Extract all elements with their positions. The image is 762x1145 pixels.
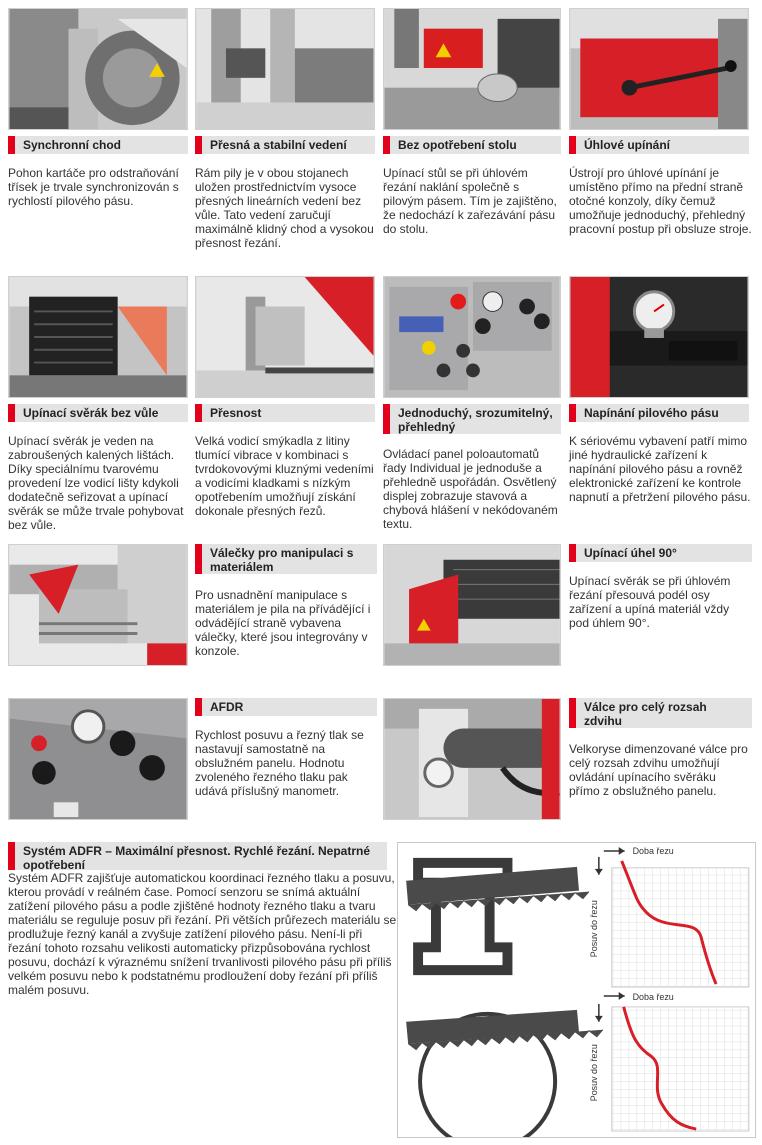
photo-90-angle <box>383 544 561 666</box>
x-axis-label-bottom: Doba řezu <box>632 991 674 1002</box>
feature-text-precision: Velká vodicí smýkadla z litiny tlumící vibrace v kombinaci s tvrdokovovými kluznými vedeními a vodicími kladkami s nízkým opotřebením umožňují získání dokonale přesných řezů. <box>195 434 374 518</box>
photo-band-tension <box>569 276 749 398</box>
feature-title-table-wear: Bez opotřebení stolu <box>383 136 561 154</box>
feature-text-simple-panel: Ovládací panel poloautomatů řady Individual je jednoduše a přehledně uspořádán. Osvětlený displej zobrazuje stavová a chybová hlášení v nekódovaném textu. <box>383 447 558 531</box>
photo-vise <box>8 276 188 398</box>
feature-text-angle-clamping: Ústrojí pro úhlové upínání je umístěno přímo na přední straně otočné konzoly, díky čemuž umožňuje jednoduchý, přehledný pracovní postup při obsluze stroje. <box>569 166 752 236</box>
feature-title-90-angle: Upínací úhel 90° <box>569 544 752 562</box>
saw-blade-bottom <box>406 1010 603 1050</box>
adfr-diagram-svg <box>398 843 755 1137</box>
feature-text-table-wear: Upínací stůl se při úhlovém řezání naklání společně s pilovým pásem. Tím je zajištěno, že nedochází k zařezávání pásu do stolu. <box>383 166 557 236</box>
feature-title-rollers: Válečky pro manipulaci s materiálem <box>195 544 377 574</box>
photo-afdr-panel <box>8 698 188 820</box>
photo-linear-guides <box>195 8 375 130</box>
feature-title-precise-guides: Přesná a stabilní vedení <box>195 136 375 154</box>
photo-angle-clamping <box>569 8 749 130</box>
feature-text-synchronous-drive: Pohon kartáče pro odstraňování třísek je trvale synchronizován s rychlostí pilového pásu. <box>8 166 179 208</box>
feature-text-precise-guides: Rám pily je v obou stojanech uložen prostřednictvím vysoce přesných lineárních vedení bez vůle. Tato vedení zaručují maximálně klidný chod a vysokou přesnost řezání. <box>195 166 374 250</box>
feature-title-afdr: AFDR <box>195 698 377 716</box>
photo-table <box>383 8 561 130</box>
adfr-description: Systém ADFR zajišťuje automatickou koordinaci řezného tlaku a posuvu, kterou provádí v reálném čase. Pomocí senzoru se snímá aktuální zatížení pilového pásu a podle zjištěné hodnoty řezného tlaku a tvaru materiálu se reguluje posuv při řezání. Při větších průřezech materiálu se prodlužuje řezný kanál a zvyšuje zatížení pilového pásu. Není-li při řezání tohoto rozsahu velikosti automaticky přizpůsobována rychlost posuvu, dochází k výraznému snížení trvanlivosti pilového pásu při příliš velkém posuvu nebo k podstatnému prodloužení doby řezání při příliš malém posuvu. <box>8 871 397 997</box>
y-axis-label-bottom: Posuv do řezu <box>588 1044 599 1102</box>
saw-blade-top <box>406 867 589 911</box>
feature-text-afdr: Rychlost posuvu a řezný tlak se nastavují samostatně na obslužném panelu. Hodnotu zvoleného řezného tlaku pak udává příslušný manometr. <box>195 728 364 798</box>
feature-text-cylinders: Velkoryse dimenzované válce pro celý rozsah zdvihu umožňují ovládání upínacího svěráku přímo z obslužného panelu. <box>569 742 748 798</box>
adfr-diagram <box>397 842 756 1138</box>
feature-text-90-angle: Upínací svěrák se při úhlovém řezání přesouvá podél osy zařízení a upíná materiál vždy pod úhlem 90°. <box>569 574 731 630</box>
photo-rollers <box>8 544 188 666</box>
feature-title-band-tension: Napínání pilového pásu <box>569 404 749 422</box>
feature-text-band-tension: K sériovému vybavení patří mimo jiné hydraulické zařízení k napínání pilového pásu a rovněž elektronické zařízení ke kontrole napnutí a přetržení pilového pásu. <box>569 434 751 504</box>
feature-text-vise: Upínací svěrák je veden na zabroušených kalených lištách. Díky speciálnímu tvarovému provedení lze vodicí lišty kdykoli dodatečně seřizovat a upínací svěrák se může trvale pohybovat bez vůle. <box>8 434 184 532</box>
y-axis-label-top: Posuv do řezu <box>588 900 599 958</box>
photo-control-panel <box>383 276 561 398</box>
feature-title-angle-clamping: Úhlové upínání <box>569 136 749 154</box>
feature-title-cylinders: Válce pro celý rozsah zdvihu <box>569 698 752 728</box>
photo-precision <box>195 276 375 398</box>
photo-cylinders <box>383 698 561 820</box>
feature-title-vise: Upínací svěrák bez vůle <box>8 404 188 422</box>
x-axis-label-top: Doba řezu <box>632 845 674 856</box>
adfr-title: Systém ADFR – Maximální přesnost. Rychlé řezání. Nepatrné opotřebení <box>8 842 387 870</box>
feature-text-rollers: Pro usnadnění manipulace s materiálem je pila na přívádějící i odvádějící straně vybavena válečky, které jsou integrovány v konzole. <box>195 588 371 658</box>
photo-synchronous-drive <box>8 8 188 130</box>
feature-title-simple-panel: Jednoduchý, srozumitelný, přehledný <box>383 404 561 434</box>
feature-title-precision: Přesnost <box>195 404 375 422</box>
feature-title-synchronous-drive: Synchronní chod <box>8 136 188 154</box>
